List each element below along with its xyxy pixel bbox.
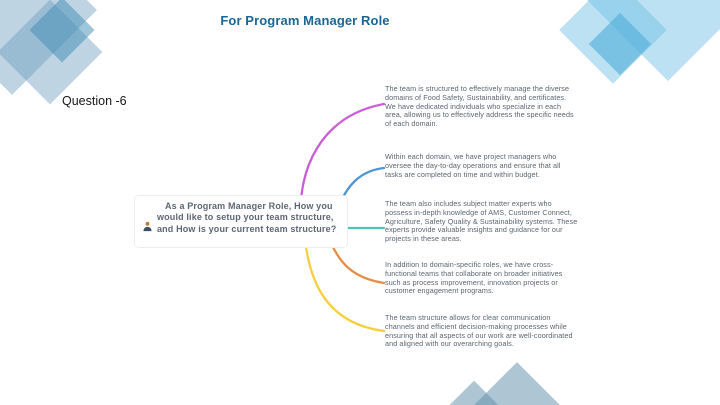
root-node-text: As a Program Manager Role, How you would like to setup your team structure, and How is your current team structure? [157,201,337,234]
branch-text-1[interactable]: The team is structured to effectively manage the diverse domains of Food Safety, Sustainability, and certificates. We have dedicated individuals who specialize in each area, allowing us to effectively address the specific needs of each domain. [385,84,574,129]
branch-text-4[interactable]: In addition to domain-specific roles, we have cross-functional teams that collaborate on broader initiatives such as process improvement, innovation projects or customer engagement programs. [385,260,563,296]
person-icon [142,221,153,232]
branch-text-2[interactable]: Within each domain, we have project managers who oversee the day-to-day operations and ensure that all tasks are completed on time and within budget. [385,152,561,179]
mindmap-root-node[interactable] [134,195,348,248]
branch-line-5 [306,247,384,331]
question-label: Question -6 [62,94,127,108]
branch-line-4 [332,245,384,283]
branch-text-3[interactable]: The team also includes subject matter experts who possess in-depth knowledge of AMS, Customer Connect, Agriculture, Safety Quality & Sustainability systems. These experts provide valuable insights and guidance for our projects in these areas. [385,199,578,244]
page-title: For Program Manager Role [220,13,390,28]
branch-text-5[interactable]: The team structure allows for clear communication channels and efficient decision-making processes while ensuring that all aspects of our work are well-coordinated and aligned with our overarching goals. [385,313,573,349]
